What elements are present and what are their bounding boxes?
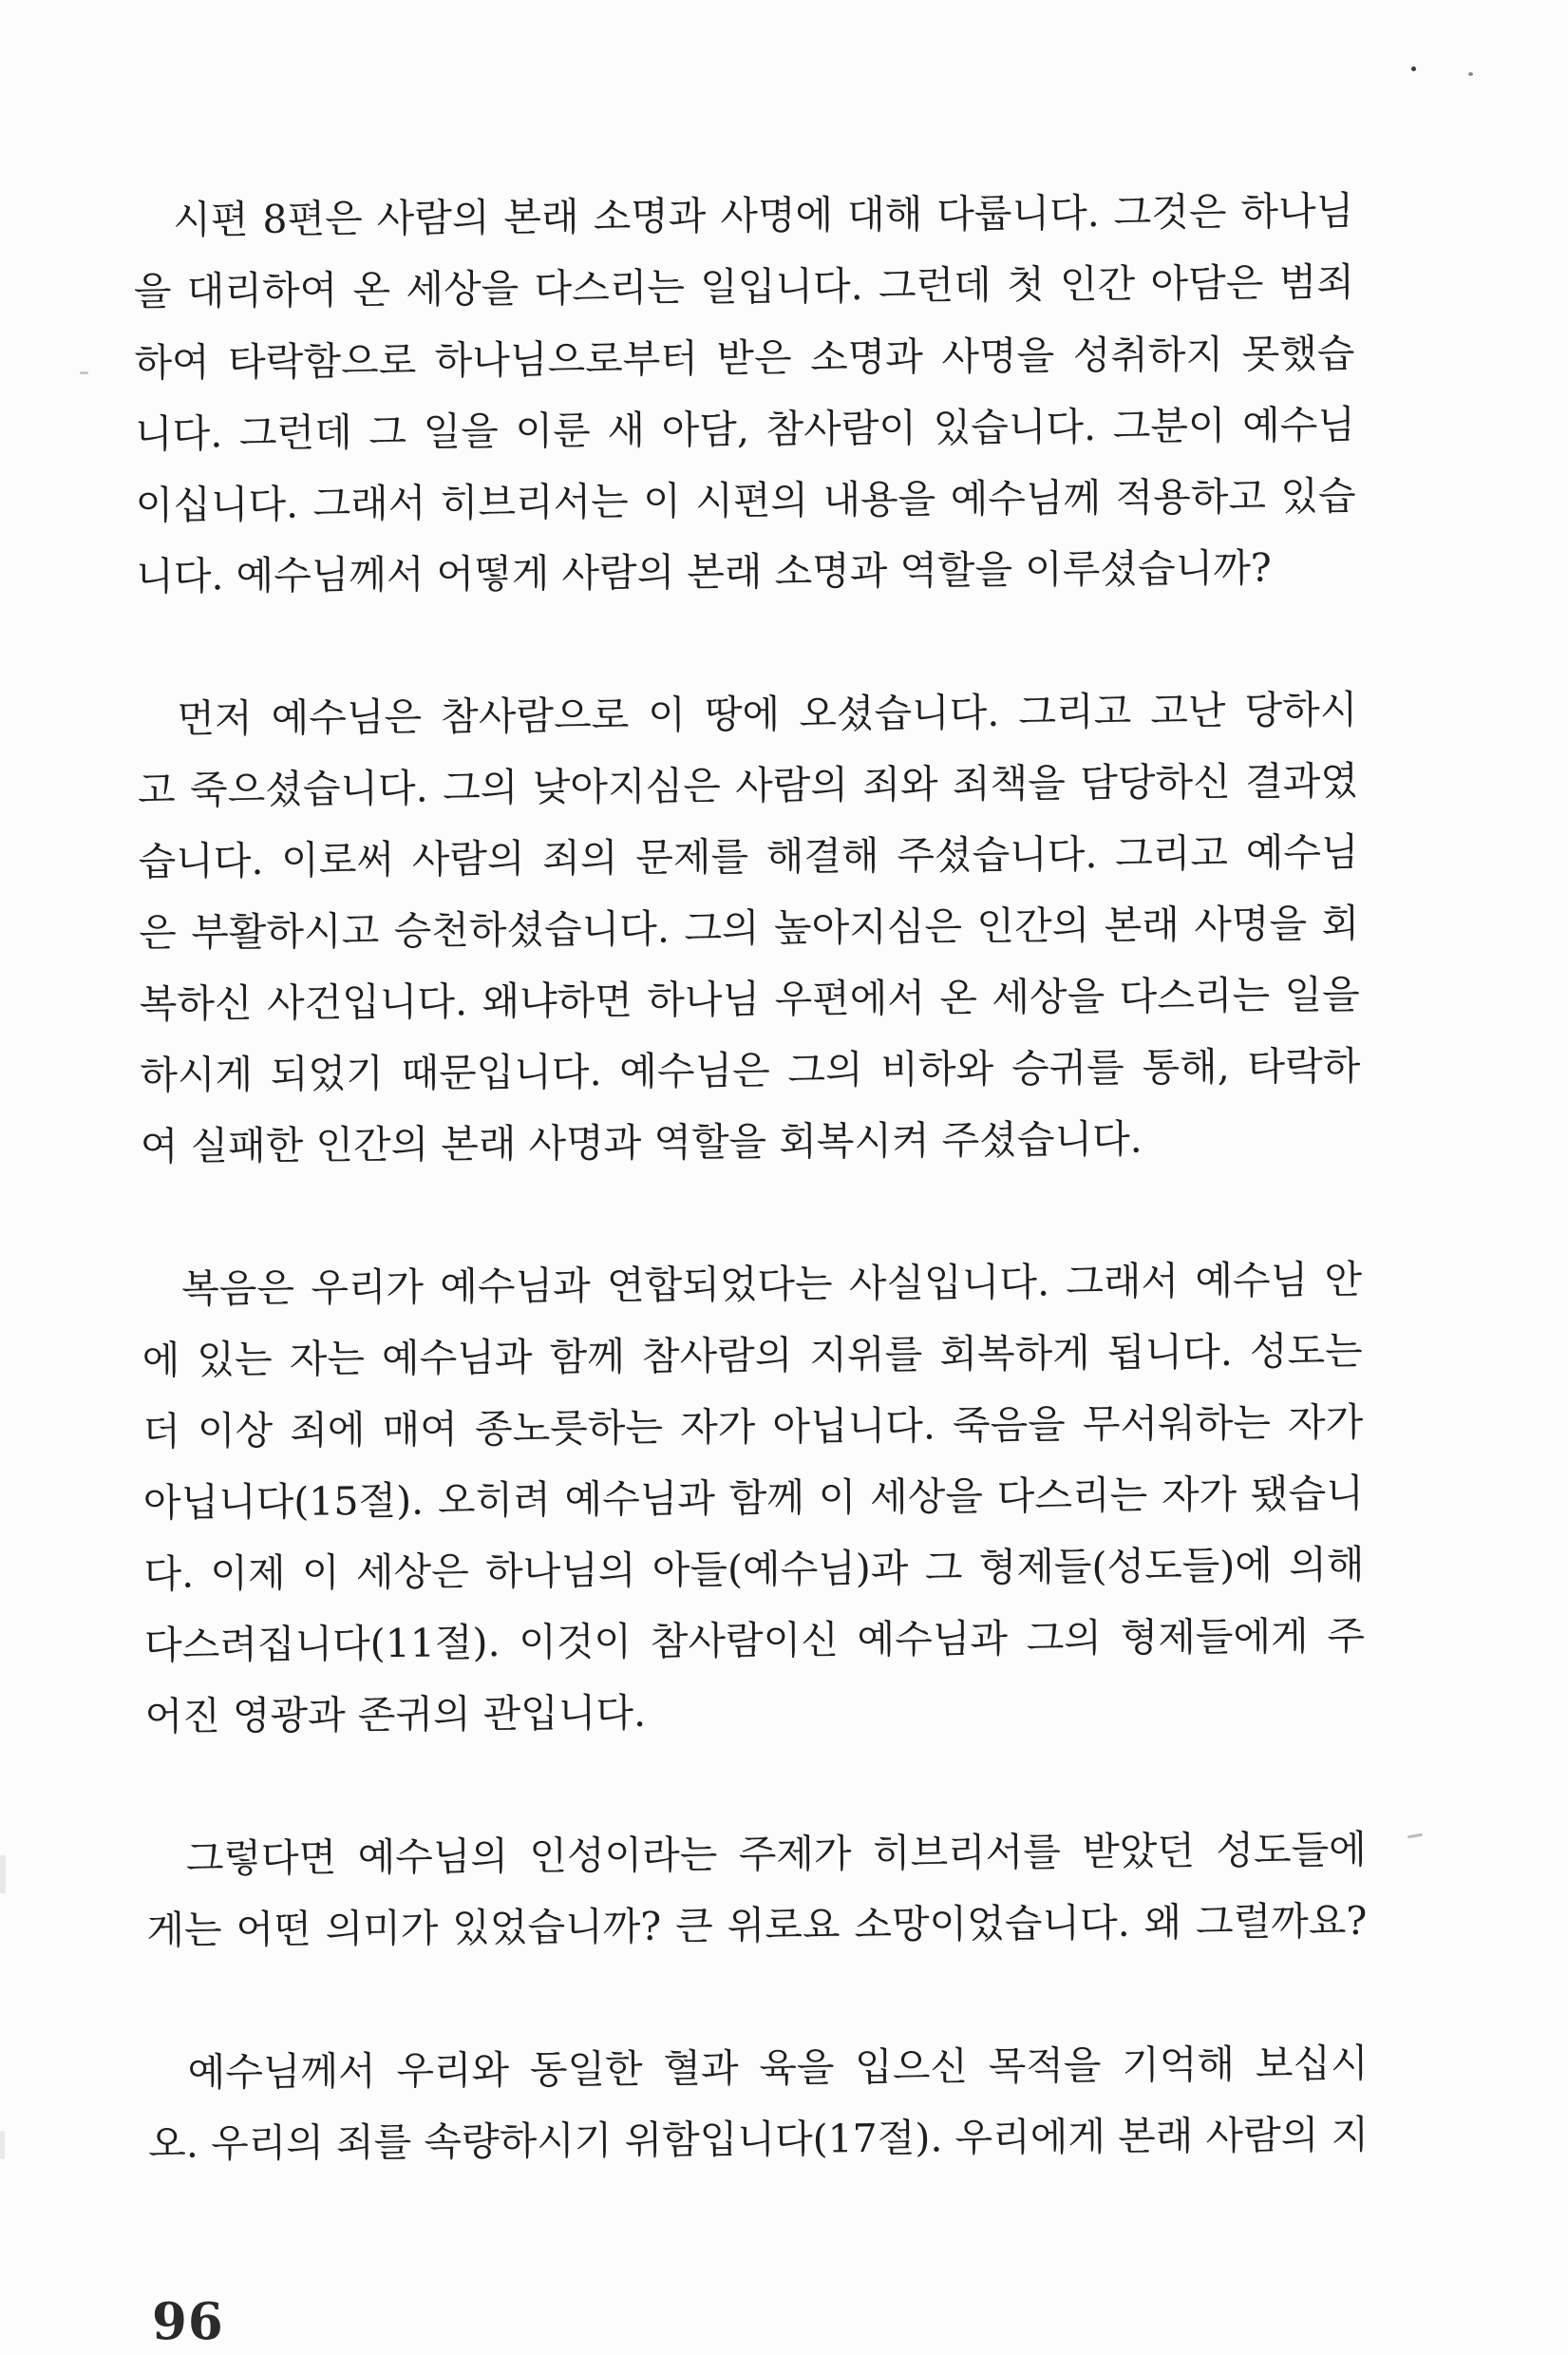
text-line: 을 대리하여 온 세상을 다스리는 일입니다. 그런데 첫 인간 아담은 범죄 bbox=[133, 258, 1355, 314]
scan-smudge-icon bbox=[80, 371, 88, 374]
text-line: 여 실패한 인간의 본래 사명과 역할을 회복시켜 주셨습니다. bbox=[140, 1115, 1143, 1169]
text-line: 하여 타락함으로 하나님으로부터 받은 소명과 사명을 성취하지 못했습 bbox=[134, 330, 1355, 386]
text-line: 에 있는 자는 예수님과 함께 참사람의 지위를 회복하게 됩니다. 성도는 bbox=[142, 1327, 1363, 1383]
text-line: 니다. 예수님께서 어떻게 사람의 본래 소명과 역할을 이루셨습니까? bbox=[136, 544, 1272, 599]
text-line: 아닙니다(15절). 오히려 예수님과 함께 이 세상을 다스리는 자가 됐습니 bbox=[142, 1470, 1365, 1526]
text-line: 고 죽으셨습니다. 그의 낮아지심은 사람의 죄와 죄책을 담당하신 결과였 bbox=[137, 757, 1359, 813]
text-line: 먼저 예수님은 참사람으로 이 땅에 오셨습니다. 그리고 고난 당하시 bbox=[177, 686, 1358, 742]
scan-speck-icon bbox=[1411, 66, 1416, 71]
paragraph bbox=[137, 674, 1361, 1183]
text-line: 그렇다면 예수님의 인성이라는 주제가 히브리서를 받았던 성도들에 bbox=[185, 1826, 1367, 1882]
text-line: 시편 8편은 사람의 본래 소명과 사명에 대해 다룹니다. 그것은 하나님 bbox=[173, 187, 1354, 243]
page-number: 96 bbox=[152, 2292, 224, 2351]
text-line: 더 이상 죄에 매여 종노릇하는 자가 아닙니다. 죽음을 무서워하는 자가 bbox=[142, 1398, 1364, 1454]
text-line: 어진 영광과 존귀의 관입니다. bbox=[144, 1689, 647, 1739]
text-line: 하시게 되었기 때문입니다. 예수님은 그의 비하와 승귀를 통해, 타락하 bbox=[140, 1042, 1361, 1098]
text-line: 오. 우리의 죄를 속량하시기 위함입니다(17절). 우리에게 본래 사람의 지 bbox=[148, 2111, 1370, 2167]
text-line: 복하신 사건입니다. 왜냐하면 하나님 우편에서 온 세상을 다스리는 일을 bbox=[139, 971, 1360, 1027]
text-line: 다스려집니다(11절). 이것이 참사람이신 예수님과 그의 형제들에게 주 bbox=[143, 1612, 1366, 1668]
text-line: 은 부활하시고 승천하셨습니다. 그의 높아지심은 인간의 본래 사명을 회 bbox=[138, 900, 1360, 956]
paragraph bbox=[146, 1814, 1368, 1966]
text-line: 복음은 우리가 예수님과 연합되었다는 사실입니다. 그래서 예수님 안 bbox=[180, 1256, 1363, 1312]
scan-smudge-icon bbox=[0, 1855, 6, 1893]
paragraph bbox=[142, 1244, 1366, 1753]
text-line: 니다. 그런데 그 일을 이룬 새 아담, 참사람이 있습니다. 그분이 예수님 bbox=[134, 401, 1356, 457]
page-text bbox=[133, 176, 1369, 2180]
text-line: 게는 어떤 의미가 있었습니까? 큰 위로요 소망이었습니다. 왜 그럴까요? bbox=[146, 1897, 1368, 1953]
paragraph bbox=[133, 176, 1356, 613]
scan-smudge-icon bbox=[0, 2131, 5, 2159]
paragraph bbox=[147, 2028, 1369, 2180]
text-line: 다. 이제 이 세상은 하나님의 아들(예수님)과 그 형제들(성도들)에 의해 bbox=[143, 1541, 1365, 1597]
scan-speck-icon bbox=[1468, 72, 1473, 76]
text-line: 예수님께서 우리와 동일한 혈과 육을 입으신 목적을 기억해 보십시 bbox=[187, 2040, 1369, 2096]
text-line: 습니다. 이로써 사람의 죄의 문제를 해결해 주셨습니다. 그리고 예수님 bbox=[138, 828, 1359, 884]
scan-smudge-icon bbox=[1407, 1833, 1423, 1839]
text-line: 이십니다. 그래서 히브리서는 이 시편의 내용을 예수님께 적용하고 있습 bbox=[135, 472, 1356, 528]
